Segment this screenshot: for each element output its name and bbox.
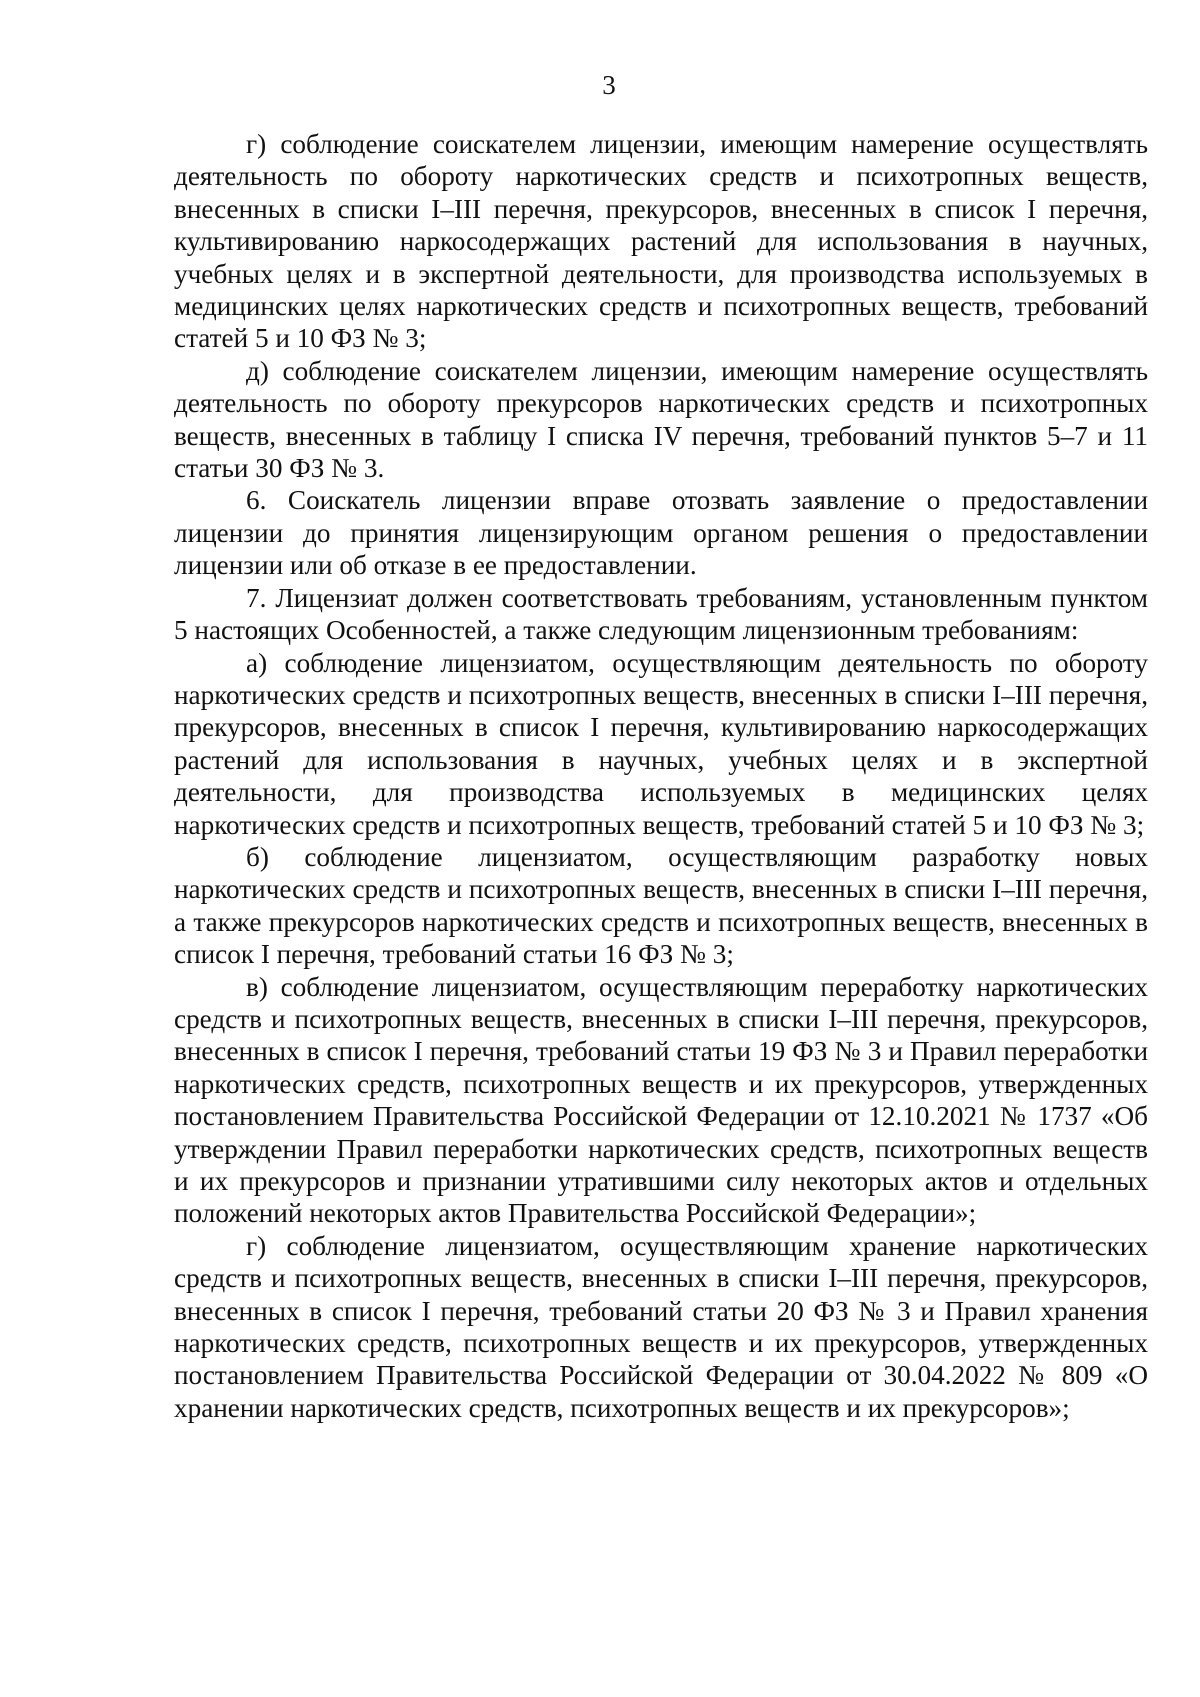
paragraph-d-applicant: д) соблюдение соискателем лицензии, имеющим намерение осуществлять деятельность по обороту прекурсоров наркотических средств и психотропных веществ, внесенных в таблицу I списка IV перечня, требований пунктов 5–7 и 11 статьи 30 ФЗ № 3. [174,355,1148,484]
document-body [174,128,1148,1424]
paragraph-6: 6. Соискатель лицензии вправе отозвать заявление о предоставлении лицензии до принятия лицензирующим органом решения о предоставлении лицензии или об отказе в ее предоставлении. [174,485,1148,581]
paragraph-v-licensee: в) соблюдение лицензиатом, осуществляющим переработку наркотических средств и психотропных веществ, внесенных в списки I–III перечня, прекурсоров, внесенных в список I перечня, требований статьи 19 ФЗ № 3 и Правил переработки наркотических средств, психотропных веществ и их прекурсоров, утвержденных постановлением Правительства Российской Федерации от 12.10.2021 № 1737 «Об утверждении Правил переработки наркотических средств, психотропных веществ и их прекурсоров и признании утратившими силу некоторых актов и отдельных положений некоторых актов Правительства Российской Федерации»; [174,971,1148,1229]
paragraph-b-licensee: б) соблюдение лицензиатом, осуществляющим разработку новых наркотических средств и психотропных веществ, внесенных в списки I–III перечня, а также прекурсоров наркотических средств и психотропных веществ, внесенных в список I перечня, требований статьи 16 ФЗ № 3; [174,841,1148,970]
paragraph-g-applicant: г) соблюдение соискателем лицензии, имеющим намерение осуществлять деятельность по обороту наркотических средств и психотропных веществ, внесенных в списки I–III перечня, прекурсоров, внесенных в список I перечня, культивированию наркосодержащих растений для использования в научных, учебных целях и в экспертной деятельности, для производства используемых в медицинских целях наркотических средств и психотропных веществ, требований статей 5 и 10 ФЗ № 3; [174,129,1148,354]
paragraph-a-licensee: а) соблюдение лицензиатом, осуществляющим деятельность по обороту наркотических средств и психотропных веществ, внесенных в списки I–III перечня, прекурсоров, внесенных в список I перечня, культивированию наркосодержащих растений для использования в научных, учебных целях и в экспертной деятельности, для производства используемых в медицинских целях наркотических средств и психотропных веществ, требований статей 5 и 10 ФЗ № 3; [174,647,1148,840]
paragraph-7: 7. Лицензиат должен соответствовать требованиям, установленным пунктом 5 настоящих Особенностей, а также следующим лицензионным требованиям: [174,582,1148,646]
paragraph-g-licensee: г) соблюдение лицензиатом, осуществляющим хранение наркотических средств и психотропных веществ, внесенных в списки I–III перечня, прекурсоров, внесенных в список I перечня, требований статьи 20 ФЗ № 3 и Правил хранения наркотических средств, психотропных веществ и их прекурсоров, утвержденных постановлением Правительства Российской Федерации от 30.04.2022 № 809 «О хранении наркотических средств, психотропных веществ и их прекурсоров»; [174,1230,1148,1423]
page-number: 3 [602,70,616,100]
